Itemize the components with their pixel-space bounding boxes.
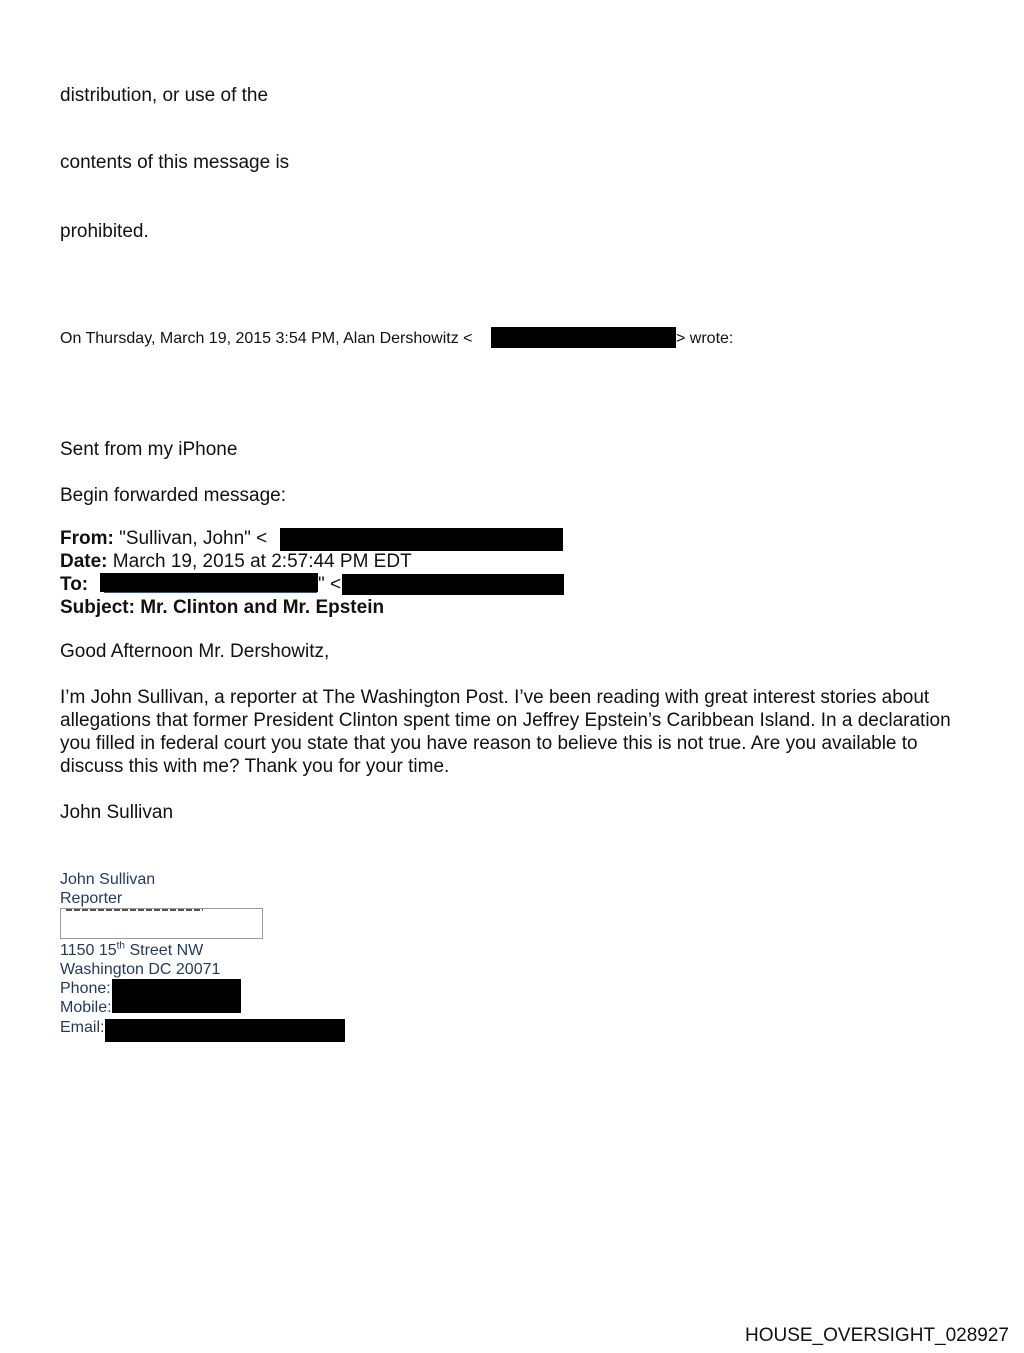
to-label: To: [60, 574, 89, 595]
date-label: Date: [60, 551, 108, 572]
recipient-link-underline [104, 592, 317, 593]
forwarded-message-label: Begin forwarded message: [60, 485, 287, 506]
date-header [60, 550, 412, 573]
from-header [60, 527, 267, 550]
subject-label: Subject: [60, 597, 135, 618]
disclaimer-line-2: contents of this message is [60, 152, 290, 173]
quote-header-suffix: > wrote: [676, 330, 734, 347]
redaction-block [280, 528, 563, 551]
subject-header [60, 596, 384, 619]
document-id: HOUSE_OVERSIGHT_028927 [744, 1325, 1009, 1346]
address-number: 1150 15 [60, 942, 117, 959]
sign-off: John Sullivan [60, 802, 174, 823]
from-value: "Sullivan, John" < [119, 528, 268, 549]
message-body: I’m John Sullivan, a reporter at The Washington Post. I’ve been reading with great interest stories about allegations that former President Clinton spent time on Jeffrey Epstein’s Caribbean Island. In a declaration you filled in federal court you state that you have reason to believe this is not true. Are you available to discuss this with me? Thank you for your time. [60, 687, 951, 777]
signature-name: John Sullivan [60, 871, 156, 888]
signature-mobile-label: Mobile: [60, 999, 112, 1016]
date-value: March 19, 2015 at 2:57:44 PM EDT [112, 551, 412, 572]
address-ordinal: th [116, 940, 125, 952]
greeting: Good Afternoon Mr. Dershowitz, [60, 641, 330, 662]
disclaimer-line-1: distribution, or use of the [60, 85, 269, 106]
subject-value: Mr. Clinton and Mr. Epstein [140, 597, 385, 618]
signature-title: Reporter [60, 890, 123, 907]
redaction-block [100, 573, 318, 592]
disclaimer-line-3: prohibited. [60, 221, 149, 242]
sent-from-line: Sent from my iPhone [60, 439, 238, 460]
redaction-block [105, 1019, 345, 1042]
signature-phone-label: Phone: [60, 980, 111, 997]
quote-header-prefix: On Thursday, March 19, 2015 3:54 PM, Alan Dershowitz < [60, 330, 473, 347]
signature-address [60, 941, 203, 961]
to-value: " < [318, 574, 342, 595]
redaction-block [491, 327, 676, 348]
to-header [60, 573, 88, 596]
signature-email-label: Email: [60, 1019, 105, 1036]
redaction-block [112, 979, 241, 1013]
signature-logo-box [60, 908, 263, 939]
signature-logo-scribble [66, 909, 203, 911]
signature-city: Washington DC 20071 [60, 961, 221, 978]
redaction-block [342, 574, 564, 595]
from-label: From: [60, 528, 114, 549]
address-street: Street NW [125, 942, 204, 959]
